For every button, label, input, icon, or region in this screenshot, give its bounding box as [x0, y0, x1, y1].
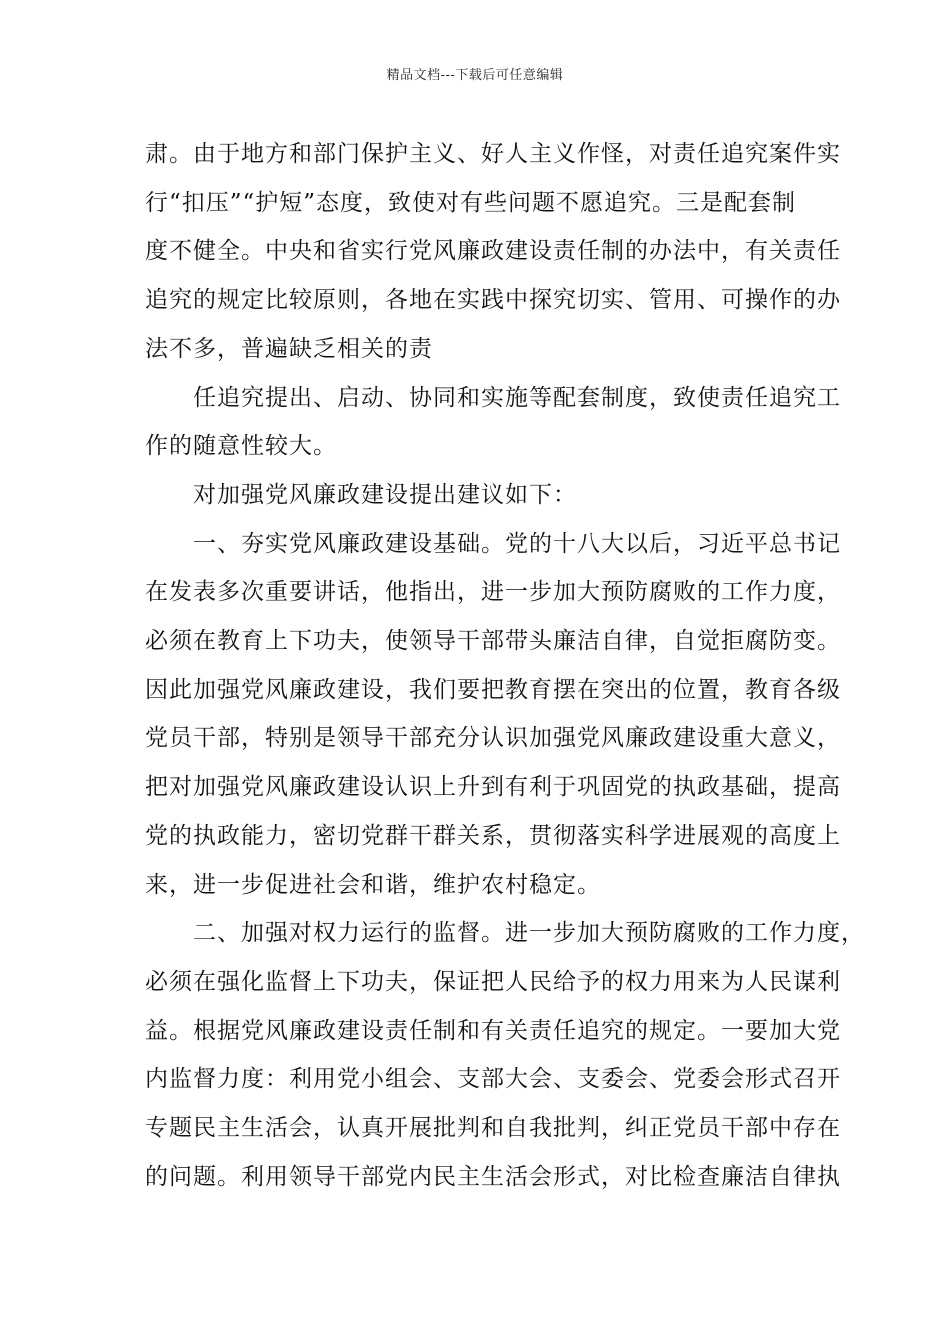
- text-line: 党员干部，特别是领导干部充分认识加强党风廉政建设重大意义，: [145, 725, 841, 752]
- text-line: 肃。由于地方和部门保护主义、好人主义作怪，对责任追究案件实: [145, 141, 841, 167]
- paragraph: [145, 520, 841, 910]
- text-line: 因此加强党风廉政建设，我们要把教育摆在突出的位置，教育各级: [145, 676, 841, 703]
- text-line: 法不多，普遍缺乏相关的责: [145, 335, 433, 362]
- text-line: 在发表多次重要讲话，他指出，进一步加大预防腐败的工作力度，: [145, 579, 841, 606]
- text-line: 党的执政能力，密切党群干群关系，贯彻落实科学进展观的高度上: [145, 822, 841, 849]
- text-line: 必须在强化监督上下功夫，保证把人民给予的权力用来为人民谋利: [145, 968, 841, 995]
- text-line: 行“扣压”“护短”态度，致使对有些问题不愿追究。三是配套制: [145, 189, 797, 216]
- paragraph: [145, 909, 865, 1201]
- text-line: 二、加强对权力运行的监督。进一步加大预防腐败的工作力度，: [145, 920, 865, 947]
- text-line: 来，进一步促进社会和谐，维护农村稳定。: [145, 871, 601, 898]
- paragraph: [145, 471, 810, 520]
- paragraph: [145, 374, 841, 471]
- text-line: 对加强党风廉政建设提出建议如下：: [145, 481, 577, 508]
- text-line: 把对加强党风廉政建设认识上升到有利于巩固党的执政基础，提高: [145, 774, 841, 801]
- text-line: 的问题。利用领导干部党内民主生活会形式，对比检查廉洁自律执: [145, 1163, 841, 1190]
- text-line: 追究的规定比较原则，各地在实践中探究切实、管用、可操作的办: [145, 287, 841, 314]
- document-body: [145, 130, 865, 1201]
- text-line: 必须在教育上下功夫，使领导干部带头廉洁自律，自觉拒腐防变。: [145, 628, 841, 655]
- text-line: 专题民主生活会，认真开展批判和自我批判，纠正党员干部中存在: [145, 1115, 841, 1142]
- page-header: 精品文档---下载后可任意编辑: [386, 68, 564, 83]
- text-line: 内监督力度：利用党小组会、支部大会、支委会、党委会形式召开: [145, 1066, 841, 1093]
- text-line: 一、夯实党风廉政建设基础。党的十八大以后，习近平总书记: [145, 530, 841, 557]
- text-line: 益。根据党风廉政建设责任制和有关责任追究的规定。一要加大党: [145, 1017, 841, 1044]
- text-line: 任追究提出、启动、协同和实施等配套制度，致使责任追究工: [145, 384, 841, 411]
- text-line: 作的随意性较大。: [145, 433, 337, 460]
- text-line: 度不健全。中央和省实行党风廉政建设责任制的办法中，有关责任: [145, 238, 841, 265]
- paragraph: [145, 130, 841, 374]
